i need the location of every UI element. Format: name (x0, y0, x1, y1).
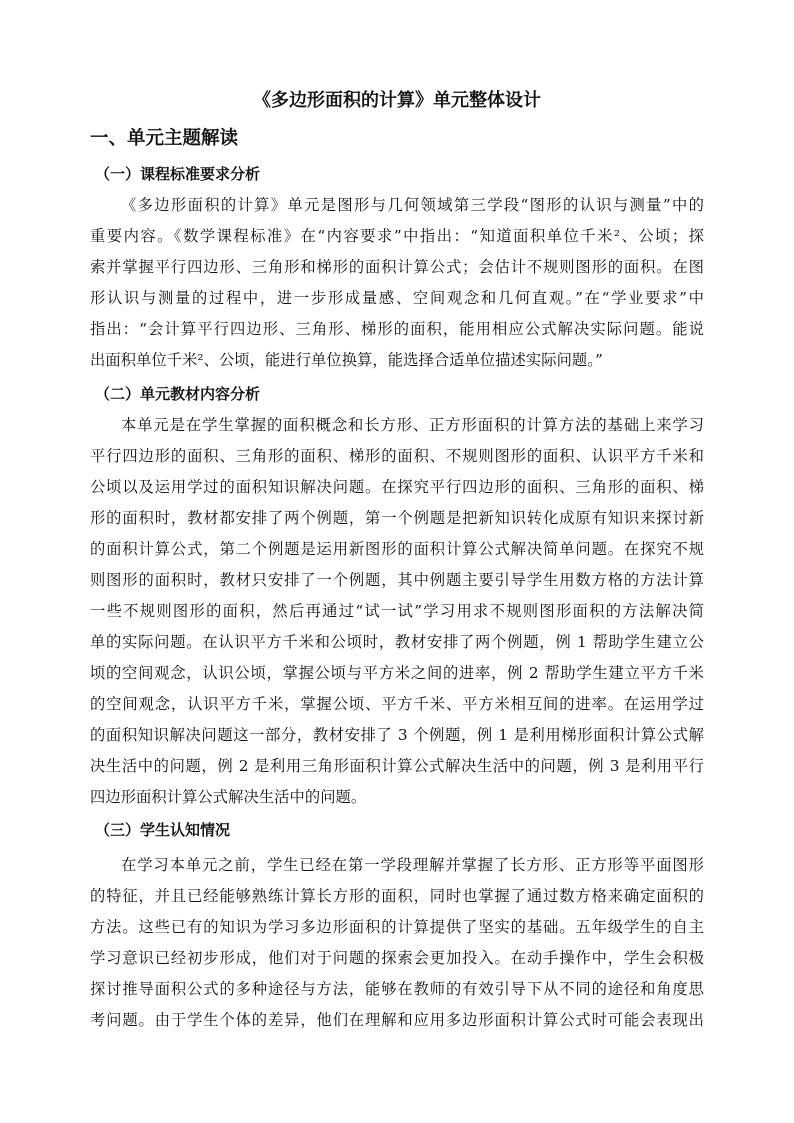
section-heading-unit-theme: 一、单元主题解读 (90, 128, 239, 149)
text-line: 公顷以及运用学过的面积知识解决问题。在探究平行四边形的面积、三角形的面积、梯 (90, 478, 704, 496)
text-line: 的特征，并且已经能够熟练计算长方形的面积，同时也掌握了通过数方格来确定面积的 (90, 887, 704, 905)
text-line: 考问题。由于学生个体的差异，他们在理解和应用多边形面积计算公式时可能会表现出 (90, 1011, 704, 1029)
subsection-heading-curriculum-standard: （一）课程标准要求分析 (95, 165, 261, 183)
text-line: 在学习本单元之前，学生已经在第一学段理解并掌握了长方形、正方形等平面图形 (121, 856, 704, 874)
paragraph-student-cognition (90, 850, 704, 1036)
paragraph-textbook-content (90, 410, 704, 813)
text-line: 形认识与测量的过程中，进一步形成量感、空间观念和几何直观。”在“学业要求”中 (90, 289, 704, 307)
text-line: 的面积知识解决问题这一部分，教材安排了 3 个例题，例 1 是利用梯形面积计算公式解 (90, 726, 704, 744)
text-line: 索并掌握平行四边形、三角形和梯形的面积计算公式；会估计不规则图形的面积。在图 (90, 258, 704, 276)
text-line: 出面积单位千米²、公顷，能进行单位换算，能选择合适单位描述实际问题。” (90, 351, 603, 369)
text-line: 方法。这些已有的知识为学习多边形面积的计算提供了坚实的基础。五年级学生的自主 (90, 918, 704, 936)
text-line: 本单元是在学生掌握的面积概念和长方形、正方形面积的计算方法的基础上来学习 (121, 416, 704, 434)
text-line: 学习意识已经初步形成，他们对于问题的探索会更加投入。在动手操作中，学生会积极 (90, 949, 704, 967)
text-line: 重要内容。《数学课程标准》在“内容要求”中指出：“知道面积单位千米²、公顷；探 (90, 227, 704, 245)
text-line: 的面积计算公式，第二个例题是运用新图形的面积计算公式解决简单问题。在探究不规 (90, 540, 704, 558)
text-line: 的空间观念，认识平方千米，掌握公顷、平方千米、平方米相互间的进率。在运用学过 (90, 695, 704, 713)
text-line: 指出：“会计算平行四边形、三角形、梯形的面积，能用相应公式解决实际问题。能说 (90, 320, 704, 338)
text-line: 形的面积时，教材都安排了两个例题，第一个例题是把新知识转化成原有知识来探讨新 (90, 509, 704, 527)
text-line: 决生活中的问题，例 2 是利用三角形面积计算公式解决生活中的问题，例 3 是利用平行 (90, 757, 704, 775)
document-title: 《多边形面积的计算》单元整体设计 (253, 90, 541, 111)
text-line: 单的实际问题。在认识平方千米和公顷时，教材安排了两个例题，例 1 帮助学生建立公 (90, 633, 704, 651)
subsection-heading-textbook-content: （二）单元教材内容分析 (95, 385, 261, 403)
text-line: 四边形面积计算公式解决生活中的问题。 (90, 788, 367, 806)
text-line: 《多边形面积的计算》单元是图形与几何领域第三学段“图形的认识与测量”中的 (121, 196, 704, 214)
paragraph-curriculum-standard (90, 190, 704, 376)
text-line: 则图形的面积时，教材只安排了一个例题，其中例题主要引导学生用数方格的方法计算 (90, 571, 704, 589)
text-line: 探讨推导面积公式的多种途径与方法，能够在教师的有效引导下从不同的途径和角度思 (90, 980, 704, 998)
text-line: 顷的空间观念，认识公顷，掌握公顷与平方米之间的进率，例 2 帮助学生建立平方千米 (90, 664, 704, 682)
subsection-heading-student-cognition: （三）学生认知情况 (95, 821, 231, 839)
text-line: 一些不规则图形的面积，然后再通过“试一试”学习用求不规则图形面积的方法解决简 (90, 602, 704, 620)
text-line: 平行四边形的面积、三角形的面积、梯形的面积、不规则图形的面积、认识平方千米和 (90, 447, 704, 465)
